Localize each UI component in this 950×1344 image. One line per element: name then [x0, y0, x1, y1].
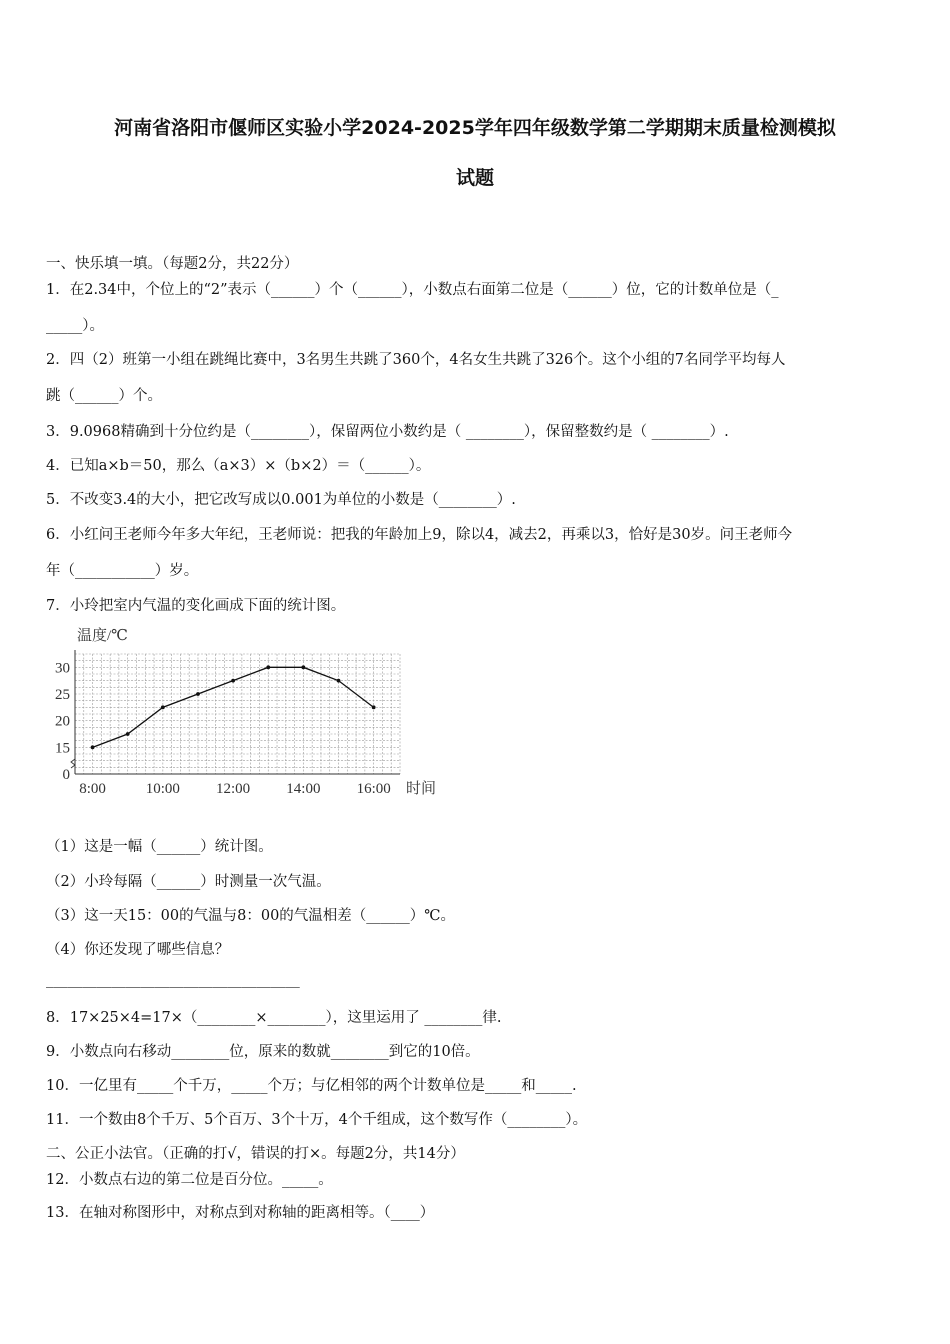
- question-1-line2: _____）。: [46, 318, 104, 334]
- x-tick-label: 8:00: [79, 781, 106, 797]
- data-point: [161, 705, 165, 709]
- question-7: 7．小玲把室内气温的变化画成下面的统计图。: [46, 598, 346, 614]
- data-point: [196, 692, 200, 696]
- section-1-heading: 一、快乐填一填。（每题2分，共22分）: [46, 256, 299, 272]
- y-axis-title: 温度/℃: [77, 628, 128, 644]
- document-title-line1: 河南省洛阳市偃师区实验小学2024-2025学年四年级数学第二学期期末质量检测模拟: [114, 117, 836, 139]
- question-2-line1: 2．四（2）班第一小组在跳绳比赛中，3名男生共跳了360个，4名女生共跳了326个。这个小组的7名同学平均每人: [46, 352, 786, 368]
- y-tick-label: 25: [55, 687, 70, 703]
- x-tick-label: 14:00: [286, 781, 321, 797]
- question-4: 4．已知a×b＝50，那么（a×3）×（b×2）＝（______）。: [46, 458, 431, 474]
- question-9: 9．小数点向右移动________位，原来的数就________到它的10倍。: [46, 1044, 480, 1060]
- data-point: [372, 705, 376, 709]
- y-tick-label: 0: [62, 767, 70, 783]
- section-2-heading: 二、公正小法官。（正确的打√，错误的打×。每题2分，共14分）: [46, 1146, 465, 1162]
- question-7-part1: （1）这是一幅（______）统计图。: [46, 839, 273, 855]
- y-tick-label: 15: [55, 740, 70, 757]
- question-8: 8．17×25×4=17×（________×________），这里运用了 ________律.: [46, 1010, 502, 1026]
- question-10: 10．一亿里有_____个千万，_____个万；与亿相邻的两个计数单位是_____和_____.: [46, 1078, 577, 1094]
- data-point: [266, 665, 270, 669]
- question-3: 3．9.0968精确到十分位约是（________），保留两位小数约是（ ________），保留整数约是（ ________）.: [46, 424, 729, 440]
- x-tick-label: 16:00: [356, 781, 391, 797]
- question-7-part2: （2）小玲每隔（______）时测量一次气温。: [46, 874, 331, 890]
- data-point: [301, 665, 305, 669]
- question-11: 11．一个数由8个千万、5个百万、3个十万，4个千组成，这个数写作（________）。: [46, 1112, 588, 1128]
- question-1-line1: 1．在2.34中，个位上的“2”表示（______）个（______），小数点右面第二位是（______）位，它的计数单位是（_: [46, 282, 779, 298]
- y-axis-break: [71, 759, 75, 768]
- question-7-part4: （4）你还发现了哪些信息？: [46, 942, 230, 958]
- x-tick-label: 12:00: [216, 781, 251, 797]
- temperature-line-chart: [40, 618, 460, 807]
- question-6-line1: 6．小红问王老师今年多大年纪，王老师说：把我的年龄加上9，除以4，减去2，再乘以3，恰好是30岁。问王老师今: [46, 527, 793, 543]
- x-tick-label: 10:00: [145, 781, 180, 797]
- data-point: [337, 679, 341, 683]
- data-point: [231, 679, 235, 683]
- y-tick-label: 20: [55, 713, 70, 730]
- answer-blank-line: ___________________________________: [46, 972, 300, 988]
- question-13: 13．在轴对称图形中，对称点到对称轴的距离相等。（____）: [46, 1205, 435, 1221]
- question-6-line2: 年（___________）岁。: [46, 563, 199, 579]
- data-point: [91, 745, 95, 749]
- data-point: [126, 732, 130, 736]
- question-5: 5．不改变3.4的大小，把它改写成以0.001为单位的小数是（________）.: [46, 492, 516, 508]
- question-12: 12．小数点右边的第二位是百分位。_____。: [46, 1172, 333, 1188]
- document-title-line2: 试题: [455, 167, 494, 189]
- x-axis-title: 时间: [406, 781, 437, 797]
- question-7-part3: （3）这一天15：00的气温与8：00的气温相差（______）℃。: [46, 908, 456, 924]
- y-tick-label: 30: [55, 660, 70, 677]
- question-2-line2: 跳（______）个。: [46, 388, 162, 404]
